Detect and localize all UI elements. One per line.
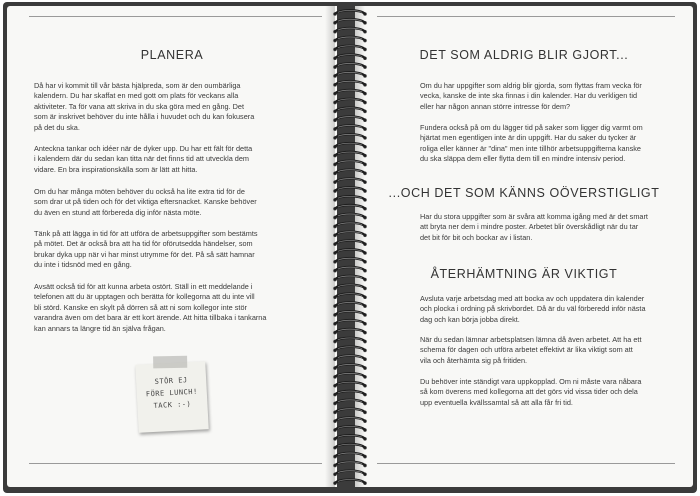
spiral-ring [333, 187, 367, 193]
spiral-ring [333, 444, 367, 450]
spiral-ring [333, 170, 367, 176]
spiral-ring [333, 409, 367, 415]
right-paragraph-4: Avsluta varje arbetsdag med att bocka av och uppdatera din kalender och plocka i ordning på skrivbordet. Då är du väl förberedd inför nästa dag och kan börja jobba direkt. [420, 294, 646, 324]
spiral-ring [333, 19, 367, 25]
spiral-ring [333, 302, 367, 308]
right-paragraph-1: Om du har uppgifter som aldrig blir gjorda, som flyttas fram vecka för vecka, kanske de inte ska finnas i din kalender. Har du verkligen tid eller har någon annan större intresse för dem? [420, 81, 642, 111]
spiral-ring [333, 267, 367, 273]
spiral-ring [333, 232, 367, 238]
spiral-ring [333, 196, 367, 202]
right-page [355, 6, 693, 487]
spiral-ring [333, 471, 367, 477]
spiral-ring [333, 240, 367, 246]
spiral-ring [333, 338, 367, 344]
left-paragraph-3: Om du har många möten behöver du också ha lite extra tid för de som drar ut på tiden och för det viktiga eftersnacket. Kanske behöver du även en stund att förbereda dig inför nästa möte. [34, 187, 257, 217]
spiral-ring [333, 178, 367, 184]
right-heading-1: DET SOM ALDRIG BLIR GJORT... [419, 48, 629, 62]
top-rule [29, 16, 322, 17]
spiral-ring [333, 28, 367, 34]
left-paragraph-2: Anteckna tankar och idéer när de dyker upp. Du har ett fält för detta i kalendern där du sedan kan titta när det finns tid att utveckla dem vidare. En bra inspirationskälla som är lätt att hitta. [34, 144, 253, 174]
spiral-ring [333, 143, 367, 149]
spiral-ring [333, 205, 367, 211]
spiral-ring [333, 214, 367, 220]
spiral-ring [333, 223, 367, 229]
spiral-ring [333, 435, 367, 441]
spiral-ring [333, 152, 367, 158]
spiral-ring [333, 285, 367, 291]
spiral-ring [333, 90, 367, 96]
spiral-binding [329, 8, 371, 486]
spiral-ring [333, 382, 367, 388]
spiral-ring [333, 55, 367, 61]
spiral-ring [333, 72, 367, 78]
spiral-ring [333, 311, 367, 317]
right-paragraph-6: Du behöver inte ständigt vara uppkopplad. Om ni måste vara nåbara så kom överens med kollegorna att det görs vid vissa tider och dela upp eventuella kvällssamtal så att alla får fri tid. [420, 377, 642, 407]
right-heading-2: ...OCH DET SOM KÄNNS OÖVERSTIGLIGT [388, 186, 660, 200]
spiral-ring [333, 116, 367, 122]
spiral-ring [333, 108, 367, 114]
tape-strip [153, 356, 187, 369]
spiral-ring [333, 426, 367, 432]
top-rule [377, 16, 675, 17]
spiral-ring [333, 479, 367, 485]
spiral-ring [333, 329, 367, 335]
spiral-ring [333, 258, 367, 264]
sticky-note [135, 361, 208, 433]
right-paragraph-3: Har du stora uppgifter som är svåra att komma igång med är det smart att bryta ner dem i mindre poster. Arbetet blir överskådligt när du tar det bit för bit och bockar av i listan. [420, 212, 648, 242]
spiral-ring [333, 134, 367, 140]
spiral-ring [333, 391, 367, 397]
spiral-ring [333, 400, 367, 406]
right-paragraph-2: Fundera också på om du lägger tid på saker som ligger dig varmt om hjärtat men egentligen inte är din uppgift. Har du saker du tycker är roliga eller känner är "dina" men inte tillhör arbetsuppgifterna kanske du ska släppa dem eller flytta dem till en mindre intensiv period. [420, 123, 643, 164]
spiral-ring [333, 276, 367, 282]
spiral-ring [333, 417, 367, 423]
spiral-ring [333, 99, 367, 105]
spiral-ring [333, 373, 367, 379]
spiral-ring [333, 10, 367, 16]
spiral-ring [333, 125, 367, 131]
spiral-ring [333, 249, 367, 255]
spiral-ring [333, 355, 367, 361]
spiral-ring [333, 37, 367, 43]
spiral-ring [333, 453, 367, 459]
right-heading-3: ÅTERHÄMTNING ÄR VIKTIGT [430, 267, 618, 281]
spiral-ring [333, 347, 367, 353]
right-paragraph-5: När du sedan lämnar arbetsplatsen lämna då även arbetet. Att ha ett schema för dagen och utföra arbetet effektivt är lika viktigt som att vila och återhämta sig på fritiden. [420, 335, 642, 365]
spiral-ring [333, 81, 367, 87]
spiral-ring [333, 364, 367, 370]
left-paragraph-5: Avsätt också tid för att kunna arbeta ostört. Ställ in ett meddelande i telefonen att du är upptagen och berätta för kollegorna att du inte vill bli störd. Kanske en skylt på dörren så att ni som kollegor inte stör varandra även om det bara är ett kort ärende. Att hitta tillbaka i tankarna kan annars ta längre tid än själva frågan. [34, 282, 267, 333]
spiral-ring [333, 63, 367, 69]
spiral-ring [333, 462, 367, 468]
bottom-rule [29, 463, 322, 464]
sticky-note-text: STÖR EJ FÖRE LUNCH! TACK :-) [145, 376, 198, 410]
spiral-ring [333, 46, 367, 52]
spiral-ring [333, 161, 367, 167]
spiral-ring [333, 320, 367, 326]
left-paragraph-1: Då har vi kommit till vår bästa hjälpreda, som är den oumbärliga kalendern. Du har skaffat en med gott om plats för veckans alla aktiviteter. Ta för vana att skriva in du ska göra med en gång. Det som är inskrivet behöver du inte hålla i huvudet och du kan fokusera på det du ska. [34, 81, 255, 132]
left-heading: PLANERA [140, 48, 204, 62]
left-paragraph-4: Tänk på att lägga in tid för att utföra de arbetsuppgifter som bestämts på mötet. Det är också bra att ha tid för oförutsedda händelser, som brukar dyka upp när vi har minst utrymme för det. På så sätt hamnar du inte i tidsnöd med en gång. [34, 229, 258, 270]
bottom-rule [377, 463, 675, 464]
spiral-ring [333, 294, 367, 300]
